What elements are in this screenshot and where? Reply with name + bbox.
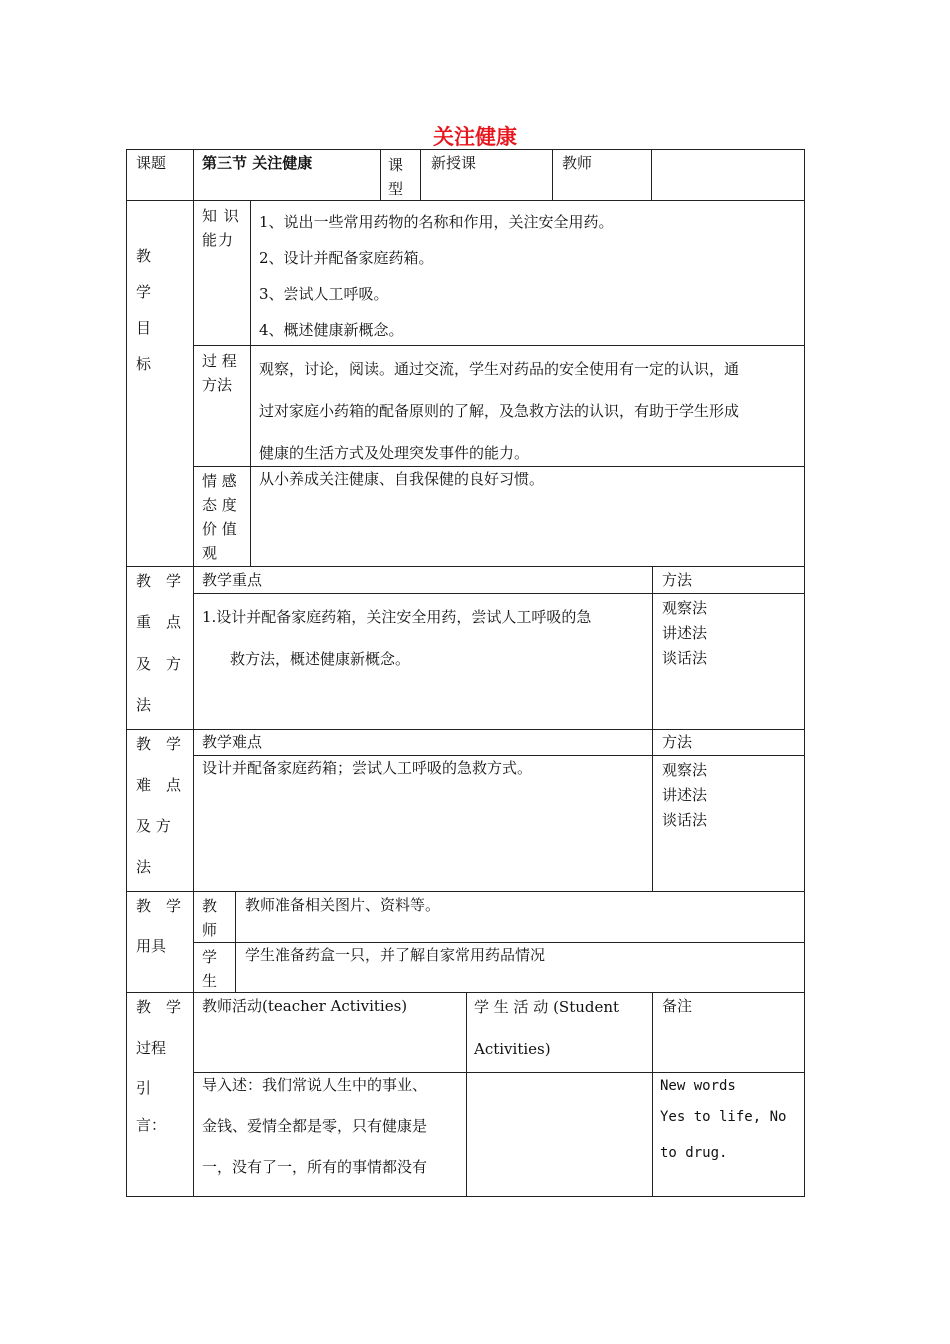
text-line: 观察，讨论，阅读。通过交流，学生对药品的安全使用有一定的认识，通 — [259, 360, 740, 378]
text-line: New words — [660, 1078, 736, 1094]
type-value: 新授课 — [431, 154, 477, 172]
difficulties-label-line: 及 方 — [136, 817, 171, 835]
text-line: 学 生 活 动 (Student — [474, 998, 620, 1016]
keypoints-head: 教学重点 — [202, 571, 263, 589]
process-method-label: 过 程 方法 — [202, 352, 237, 394]
difficulties-methods — [662, 758, 707, 833]
text-line: 过对家庭小药箱的配备原则的了解，及急救方法的认识，有助于学生形成 — [259, 402, 740, 420]
teacher-activity-text — [202, 1075, 464, 1188]
tools-student-text: 学生准备药盒一只，并了解自家常用药品情况 — [245, 946, 546, 964]
method-item: 讲述法 — [662, 786, 708, 804]
teacher-label: 教师 — [562, 154, 593, 172]
type-label: 课型 — [388, 156, 404, 198]
text-line: 金钱、爱情全都是零，只有健康是 — [202, 1117, 428, 1135]
tools-teacher-label: 教 师 — [202, 897, 218, 939]
page-title: 关注健康 — [433, 125, 517, 149]
keypoints-label-line: 及 方 — [136, 655, 182, 673]
process-label-line: 引 — [136, 1079, 152, 1097]
difficulties-label-line: 难 点 — [136, 776, 182, 794]
text-line: 一，没有了一，所有的事情都没有 — [202, 1158, 428, 1176]
keypoints-label-line: 法 — [136, 696, 152, 714]
tools-student-label: 学 生 — [202, 948, 218, 990]
goals-label-char: 教 — [136, 247, 152, 265]
list-item: 1、说出一些常用药物的名称和作用，关注安全用药。 — [259, 213, 614, 231]
topic-value: 第三节 关注健康 — [202, 154, 313, 172]
process-method-text — [259, 348, 804, 474]
method-item: 观察法 — [662, 599, 708, 617]
tools-label-line: 用具 — [136, 937, 167, 955]
col-student-activities — [474, 996, 646, 1070]
list-item: 3、尝试人工呼吸。 — [259, 285, 389, 303]
topic-label: 课题 — [136, 154, 167, 172]
difficulties-label-line: 教 学 — [136, 735, 182, 753]
process-label-line: 言： — [136, 1116, 167, 1134]
method-item: 观察法 — [662, 761, 708, 779]
method-item: 讲述法 — [662, 624, 708, 642]
goals-label-char: 目 — [136, 319, 152, 337]
method-item: 谈话法 — [662, 649, 708, 667]
method-item: 谈话法 — [662, 811, 708, 829]
difficulties-head: 教学难点 — [202, 733, 263, 751]
keypoints-method-head: 方法 — [662, 571, 693, 589]
text-line: 救方法，概述健康新概念。 — [230, 650, 411, 668]
text-line: 1.设计并配备家庭药箱，关注安全用药，尝试人工呼吸的急 — [202, 608, 592, 626]
emotion-label: 情 感 态 度 价 值 观 — [202, 472, 237, 562]
text-line: Yes to life, No — [660, 1109, 787, 1125]
difficulties-content: 设计并配备家庭药箱；尝试人工呼吸的急救方式。 — [202, 759, 533, 777]
text-line: Activities) — [474, 1040, 551, 1058]
col-teacher-activities: 教师活动(teacher Activities) — [202, 997, 408, 1015]
text-line: to drug. — [660, 1145, 728, 1161]
process-label-line: 教 学 — [136, 998, 182, 1016]
keypoints-label-line: 重 点 — [136, 613, 182, 631]
keypoints-methods — [662, 596, 707, 671]
difficulties-method-head: 方法 — [662, 733, 693, 751]
keypoints-content — [202, 596, 647, 680]
goals-label-char: 学 — [136, 283, 152, 301]
goals-label-char: 标 — [136, 355, 152, 373]
notes-text — [660, 1076, 802, 1168]
knowledge-label: 知 识 能力 — [202, 207, 240, 249]
knowledge-list — [259, 204, 799, 348]
process-label-line: 过程 — [136, 1039, 167, 1057]
tools-label-line: 教 学 — [136, 897, 182, 915]
text-line: 导入述：我们常说人生中的事业、 — [202, 1076, 428, 1094]
keypoints-label-line: 教 学 — [136, 572, 182, 590]
text-line: 健康的生活方式及处理突发事件的能力。 — [259, 444, 530, 462]
col-notes: 备注 — [662, 997, 693, 1015]
difficulties-label-line: 法 — [136, 858, 152, 876]
tools-teacher-text: 教师准备相关图片、资料等。 — [245, 896, 441, 914]
emotion-text: 从小养成关注健康、自我保健的良好习惯。 — [259, 470, 545, 488]
list-item: 4、概述健康新概念。 — [259, 321, 404, 339]
list-item: 2、设计并配备家庭药箱。 — [259, 249, 434, 267]
